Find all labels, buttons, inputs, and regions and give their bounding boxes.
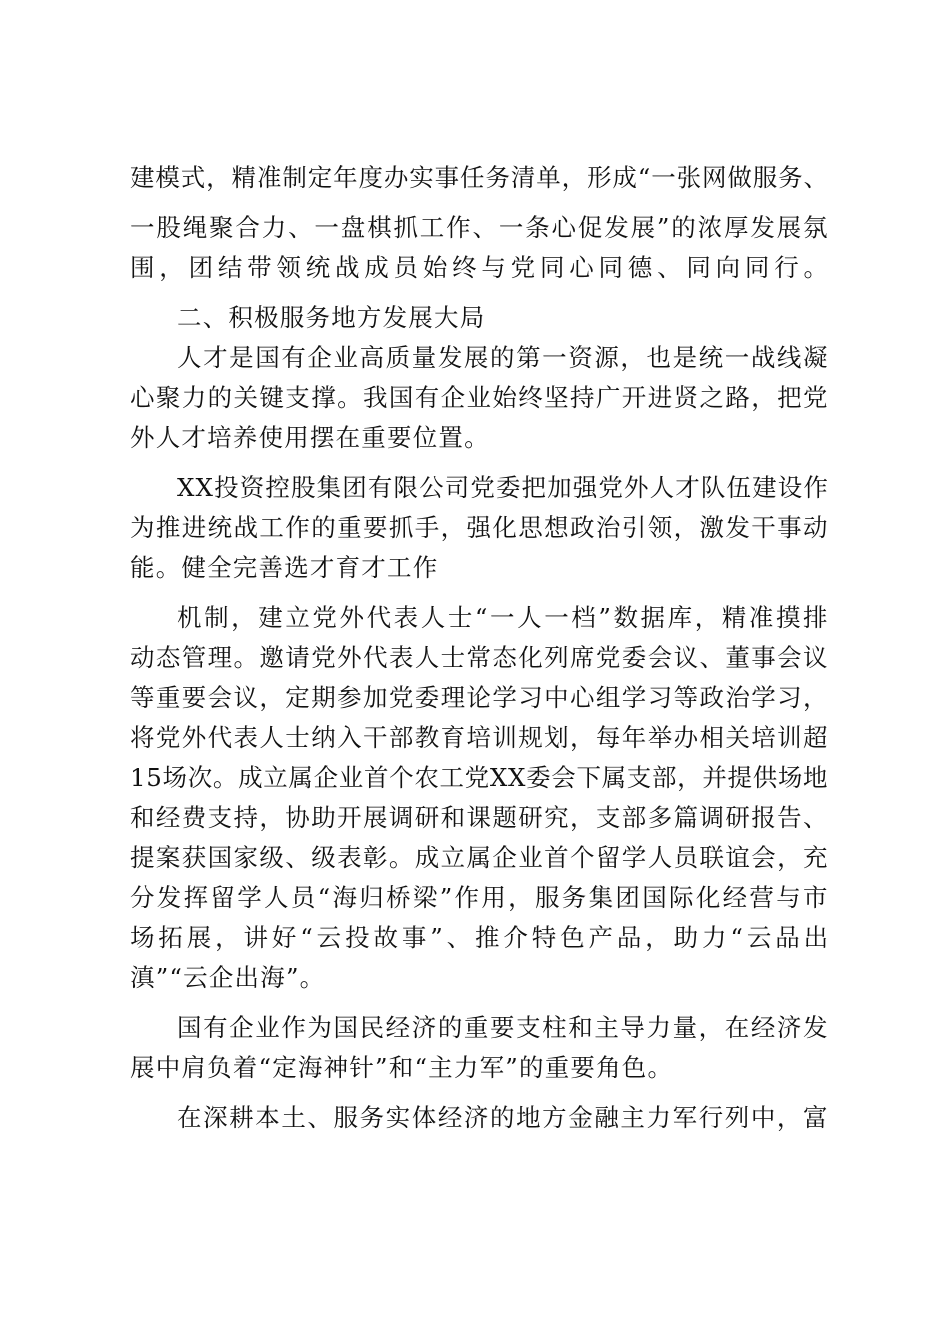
- text-line: 二、积极服务地方发展大局: [177, 303, 486, 332]
- text-line: 等重要会议，定期参加党委理论学习中心组学习等政治学习，: [130, 683, 829, 712]
- text-line: 提案获国家级、级表彰。成立属企业首个留学人员联谊会，充: [130, 843, 829, 872]
- text-line: 心聚力的关键支撑。我国有企业始终坚持广开进贤之路，把党: [130, 383, 829, 412]
- text-line: 外人才培养使用摆在重要位置。: [130, 423, 490, 452]
- text-line: 一股绳聚合力、一盘棋抓工作、一条心促发展”的浓厚发展氛: [130, 213, 830, 242]
- text-line: 在深耕本土、服务实体经济的地方金融主力军行列中，富: [177, 1103, 830, 1132]
- text-line: 将党外代表人士纳入干部教育培训规划，每年举办相关培训超: [130, 723, 829, 752]
- text-line: 机制，建立党外代表人士“一人一档”数据库，精准摸排: [177, 603, 831, 632]
- text-line: 15场次。成立属企业首个农工党XX委会下属支部，并提供场地: [130, 763, 829, 792]
- text-line: 能。健全完善选才育才工作: [130, 553, 439, 582]
- text-line: 动态管理。邀请党外代表人士常态化列席党委会议、董事会议: [130, 643, 829, 672]
- text-line: 围，团结带领统战成员始终与党同心同德、同向同行。: [130, 253, 833, 282]
- text-line: 滇”“云企出海”。: [130, 963, 326, 992]
- text-line: 展中肩负着“定海神针”和“主力军”的重要角色。: [130, 1053, 674, 1082]
- text-line: 分发挥留学人员“海归桥梁”作用，服务集团国际化经营与市: [130, 883, 830, 912]
- text-line: 人才是国有企业高质量发展的第一资源，也是统一战线凝: [177, 343, 830, 372]
- text-line: XX投资控股集团有限公司党委把加强党外人才队伍建设作: [177, 473, 830, 502]
- text-line: 和经费支持，协助开展调研和课题研究，支部多篇调研报告、: [130, 803, 829, 832]
- text-line: 为推进统战工作的重要抓手，强化思想政治引领，激发干事动: [130, 513, 829, 542]
- text-line: 建模式，精准制定年度办实事任务清单，形成“一张网做服务、: [130, 163, 829, 192]
- text-line: 国有企业作为国民经济的重要支柱和主导力量，在经济发: [177, 1013, 830, 1042]
- text-line: 场拓展，讲好“云投故事”、推介特色产品，助力“云品出: [130, 923, 832, 952]
